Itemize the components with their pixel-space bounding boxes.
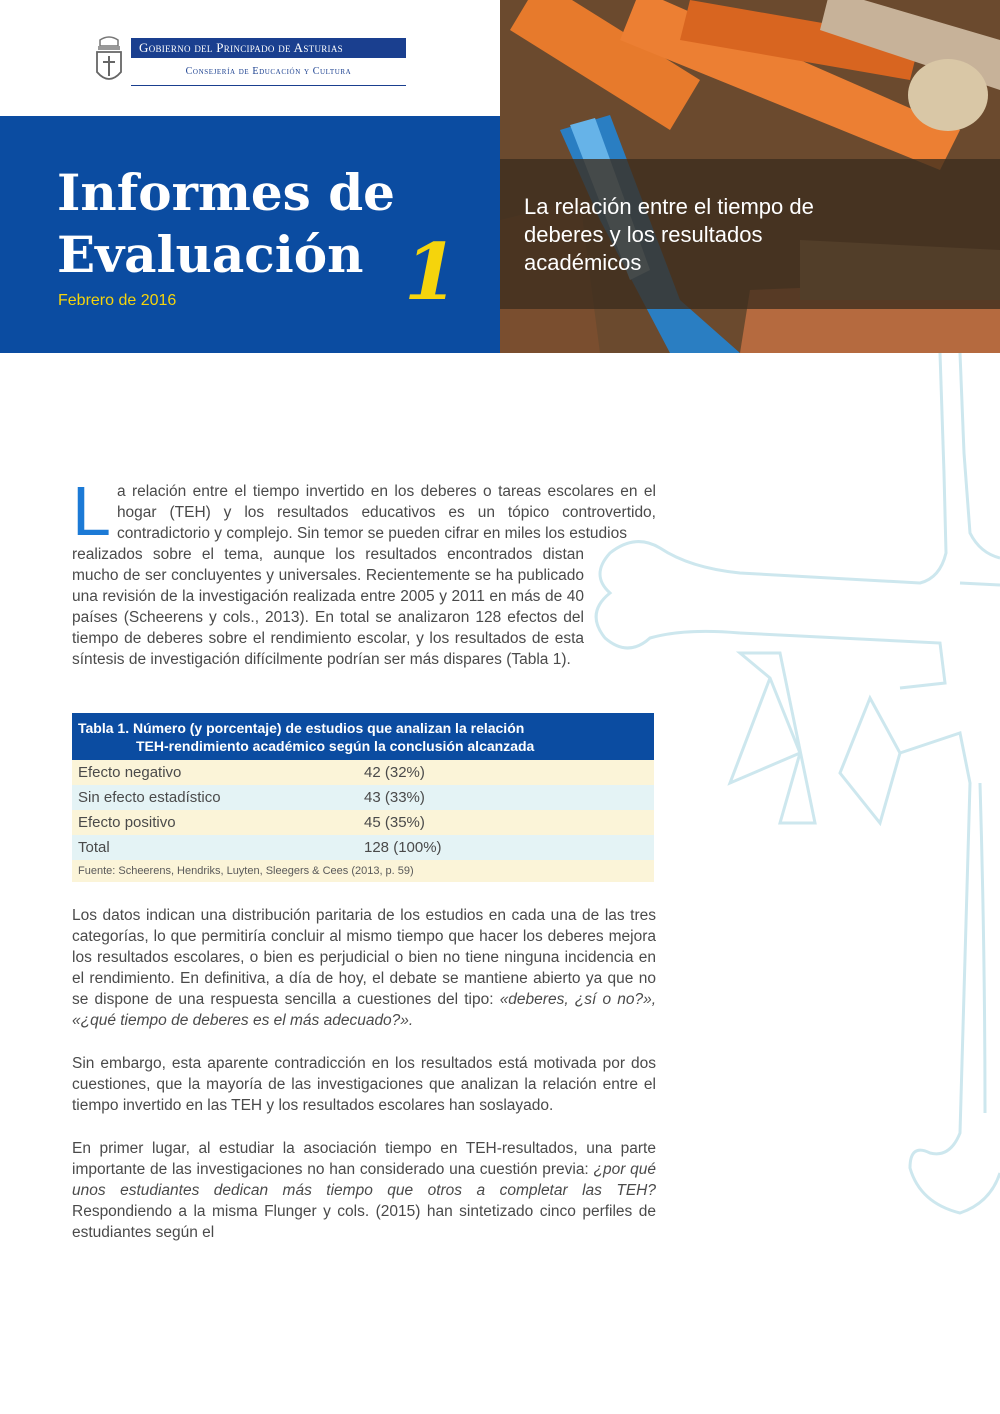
- intro-text-continued: realizados sobre el tema, aunque los resultados encontrados distan mucho de ser concluyentes y universales. Recientemente se ha publicado una revisión de la investigación realizada entre 2005 y 2011 en más de 40 países (Scheerens y cols., 2013). En total se analizaron 128 efectos del tiempo de deberes sobre el rendimiento escolar, y los resultados de esta síntesis de investigación difícilmente podrían ser más dispares (Tabla 1).: [72, 546, 584, 668]
- issue-number: 1: [404, 227, 459, 318]
- dropcap: L: [72, 472, 111, 550]
- paragraph-text: Los datos indican una distribución paritaria de los estudios en cada una de las tres categorías, lo que permitiría concluir al mismo tiempo que hacer los deberes mejora los resultados escolares, o bien es perjudicial o bien no tiene ninguna incidencia en el rendimiento. En definitiva, a día de hoy, el debate se mantiene abierto ya que no se dispone de una respuesta sencilla a cuestiones del tipo:: [72, 907, 656, 1008]
- row-label: Efecto negativo: [78, 764, 182, 781]
- table-caption-line1: Tabla 1. Número (y porcentaje) de estudios que analizan la relación: [78, 720, 525, 736]
- intro-text: a relación entre el tiempo invertido en los deberes o tareas escolares en el hogar (TEH) y los resultados educativos es un tópico controvertido, contradictorio y complejo. Sin temor se pueden cifrar en miles los estudios: [116, 483, 656, 542]
- table-row: [72, 760, 654, 785]
- paragraph-text: Sin embargo, esta aparente contradicción en los resultados está motivada por dos cuestiones, que la mayoría de las investigaciones que analizan la relación entre el tiempo invertido en las TEH y los resultados escolares han soslayado.: [72, 1055, 656, 1114]
- report-subtitle: La relación entre el tiempo de deberes y los resultados académicos: [524, 194, 814, 275]
- report-series-title: Informes de Evaluación: [57, 163, 395, 284]
- paragraph-emphasis: «deberes, ¿sí o no?», «¿qué tiempo de deberes es el más adecuado?».: [72, 991, 656, 1029]
- government-name: Gobierno del Principado de Asturias: [131, 38, 406, 58]
- row-value: 128 (100%): [364, 839, 442, 856]
- paragraph-text: En primer lugar, al estudiar la asociación tiempo en TEH-resultados, una parte importante de las investigaciones no han considerado una cuestión previa:: [72, 1140, 656, 1178]
- table-caption: [72, 713, 654, 760]
- row-label: Sin efecto estadístico: [78, 789, 221, 806]
- row-value: 43 (33%): [364, 789, 425, 806]
- chalk-photo: [500, 0, 1000, 353]
- table-row: [72, 785, 654, 810]
- row-value: 45 (35%): [364, 814, 425, 831]
- title-block: [0, 116, 500, 353]
- results-table: [72, 713, 654, 882]
- paragraph-contradiction: [72, 1053, 656, 1116]
- intro-paragraph: [72, 472, 656, 670]
- paragraph-text-continued: Respondiendo a la misma Flunger y cols. (2015) han sintetizado cinco perfiles de estudiantes según el: [72, 1203, 656, 1241]
- table-source: Fuente: Scheerens, Hendriks, Luyten, Sleegers & Cees (2013, p. 59): [72, 860, 654, 882]
- asturias-crest-icon: [94, 34, 124, 86]
- divider: [131, 85, 406, 86]
- row-value: 42 (32%): [364, 764, 425, 781]
- table-row: [72, 810, 654, 835]
- row-label: Efecto positivo: [78, 814, 176, 831]
- paragraph-first-point: [72, 1138, 656, 1243]
- logo-header: [0, 0, 500, 116]
- department-name: Consejería de Educación y Cultura: [185, 66, 352, 77]
- table-caption-line2: TEH-rendimiento académico según la conclusión alcanzada: [136, 738, 535, 754]
- publication-date: Febrero de 2016: [58, 292, 177, 309]
- row-label: Total: [78, 839, 110, 856]
- paragraph-data-distribution: [72, 905, 656, 1031]
- paragraph-emphasis: ¿por qué unos estudiantes dedican más tiempo que otros a completar las TEH?: [72, 1161, 656, 1199]
- table-row: [72, 835, 654, 860]
